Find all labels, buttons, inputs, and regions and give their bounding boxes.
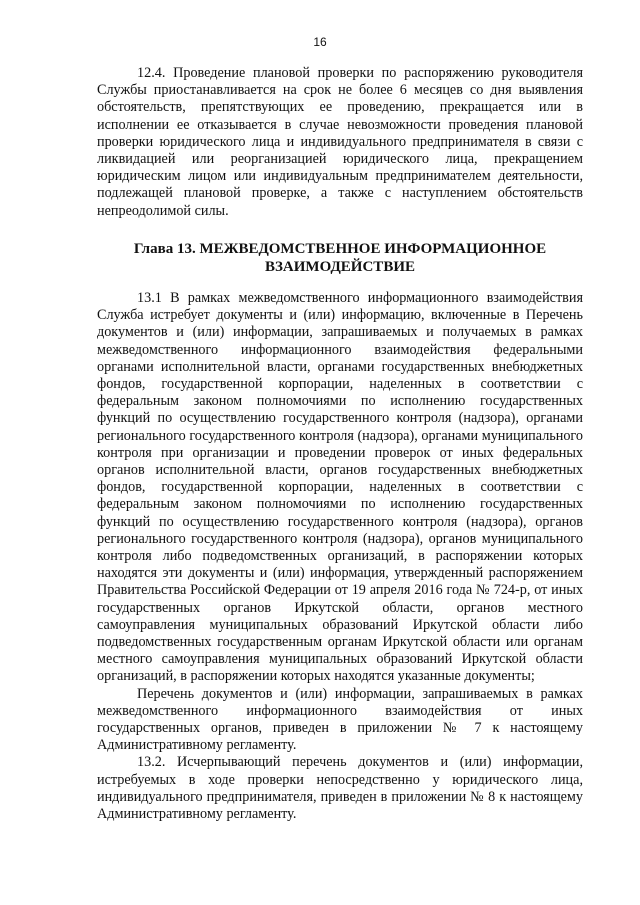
paragraph-12-4: 12.4. Проведение плановой проверки по распоряжению руководителя Службы приостанавливается на срок не более 6 месяцев со дня выявления обстоятельств, препятствующих ее проведению, прекращается или в исполнении ее отказывается в случае невозможности проведения плановой проверки юридического лица и индивидуального предпринимателя в связи с ликвидацией или реорганизацией юридического лица, прекращением юридическим лицом или индивидуальным предпринимателем деятельности, подлежащей плановой проверке, а также с наступлением обстоятельств непреодолимой силы.: [97, 65, 583, 219]
chapter-13-text: [97, 290, 583, 823]
paragraph-13-1: 13.1 В рамках межведомственного информационного взаимодействия Служба истребует документы и (или) информацию, включенные в Перечень документов и (или) информации, запрашиваемых и получаемых в рамках межведомственного информационного взаимодействия федеральными органами исполнительной власти, органами государственных внебюджетных фондов, государственной корпорации, наделенных в соответствии с федеральным законом полномочиями по исполнению государственных функций по осуществлению государственного контроля (надзора), органами регионального государственного контроля (надзора), органами муниципального контроля при организации и проведении проверок от иных федеральных органов исполнительной власти, органов государственных внебюджетных фондов, государственной корпорации, наделенных в соответствии с федеральным законом полномочиями по исполнению государственных функций по осуществлению государственного контроля (надзора), органов регионального государственного контроля (надзора), органов муниципального контроля либо подведомственных организаций, в распоряжении которых находятся эти документы и (или) информация, утвержденный распоряжением Правительства Российской Федерации от 19 апреля 2016 года № 724-р, от иных государственных органов Иркутской области, органов местного самоуправления муниципальных образований Иркутской области либо подведомственных государственным органам Иркутской области или органам местного самоуправления муниципальных образований Иркутской области организаций, в распоряжении которых находятся указанные документы;: [97, 290, 583, 685]
chapter-13-heading-line1: Глава 13. МЕЖВЕДОМСТВЕННОЕ ИНФОРМАЦИОННОЕ: [133, 241, 547, 257]
paragraph-13-2: 13.2. Исчерпывающий перечень документов и (или) информации, истребуемых в ходе проверки непосредственно у юридического лица, индивидуального предпринимателя, приведен в приложении № 8 к настоящему Административному регламенту.: [97, 754, 583, 823]
chapter-13-heading-line2: ВЗАИМОДЕЙСТВИЕ: [264, 259, 415, 275]
page-number: 16: [313, 35, 327, 49]
paragraph-list-reference: Перечень документов и (или) информации, запрашиваемых в рамках межведомственного информационного взаимодействия от иных государственных органов, приведен в приложении № 7 к настоящему Административному регламенту.: [97, 685, 583, 754]
section-12-text: [97, 65, 583, 220]
chapter-13-heading: [97, 240, 583, 276]
